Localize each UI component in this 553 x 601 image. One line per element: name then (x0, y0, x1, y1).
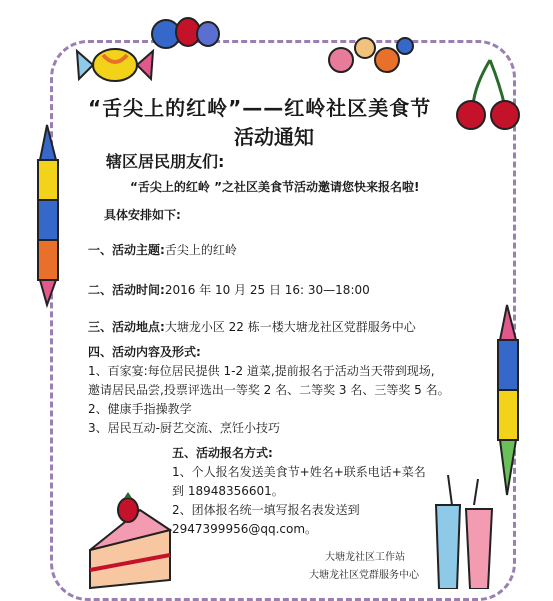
section-theme-label: 一、活动主题: (88, 243, 165, 257)
cookies-icon (150, 12, 220, 52)
section-time (88, 281, 370, 298)
content-line: 1、百家宴:每位居民提供 1-2 道菜,提前报名于活动当天带到现场, (88, 364, 435, 378)
cherry-icon (455, 55, 525, 135)
section-content-label: 四、活动内容及形式: (88, 345, 201, 359)
notice-subtitle: 活动通知 (234, 125, 314, 149)
candy-stick-right-icon (490, 300, 525, 500)
signup-line: 1、个人报名发送美食节+姓名+联系电话+菜名 (172, 465, 426, 479)
section-signup-label: 五、活动报名方式: (172, 446, 273, 460)
arrangement-intro: 具体安排如下: (104, 208, 181, 222)
cake-icon (80, 480, 180, 590)
content-line: 邀请居民品尝,投票评选出一等奖 2 名、二等奖 3 名、三等奖 5 名。 (88, 383, 450, 397)
greeting: 辖区居民朋友们: (106, 152, 225, 171)
section-theme (88, 241, 237, 258)
section-place-label: 三、活动地点: (88, 320, 165, 334)
section-time-label: 二、活动时间: (88, 283, 165, 297)
signup-line: 2947399956@qq.com。 (172, 522, 318, 536)
signature-line: 大塘龙社区工作站 (325, 552, 405, 563)
notice-title: “舌尖上的红岭”——红岭社区美食节 (88, 96, 432, 120)
content-line: 2、健康手指操教学 (88, 402, 192, 416)
candy-icon (75, 35, 155, 95)
signup-line: 到 18948356601。 (172, 484, 284, 498)
drinks-icon (430, 475, 500, 589)
signup-line: 2、团体报名统一填写报名表发送到 (172, 503, 360, 517)
content-line: 3、居民互动-厨艺交流、烹饪小技巧 (88, 421, 280, 435)
section-place (88, 318, 416, 335)
section-time-value: 2016 年 10 月 25 日 16: 30—18:00 (164, 283, 370, 297)
section-theme-value: 舌尖上的红岭 (164, 243, 237, 257)
section-place-value: 大塘龙小区 22 栋一楼大塘龙社区党群服务中心 (164, 320, 416, 334)
signature-line: 大塘龙社区党群服务中心 (309, 570, 419, 581)
candy-stick-icon (30, 120, 65, 310)
candy-balls-icon (325, 30, 415, 80)
invitation-line: “舌尖上的红岭 ”之社区美食节活动邀请您快来报名啦! (130, 180, 420, 194)
